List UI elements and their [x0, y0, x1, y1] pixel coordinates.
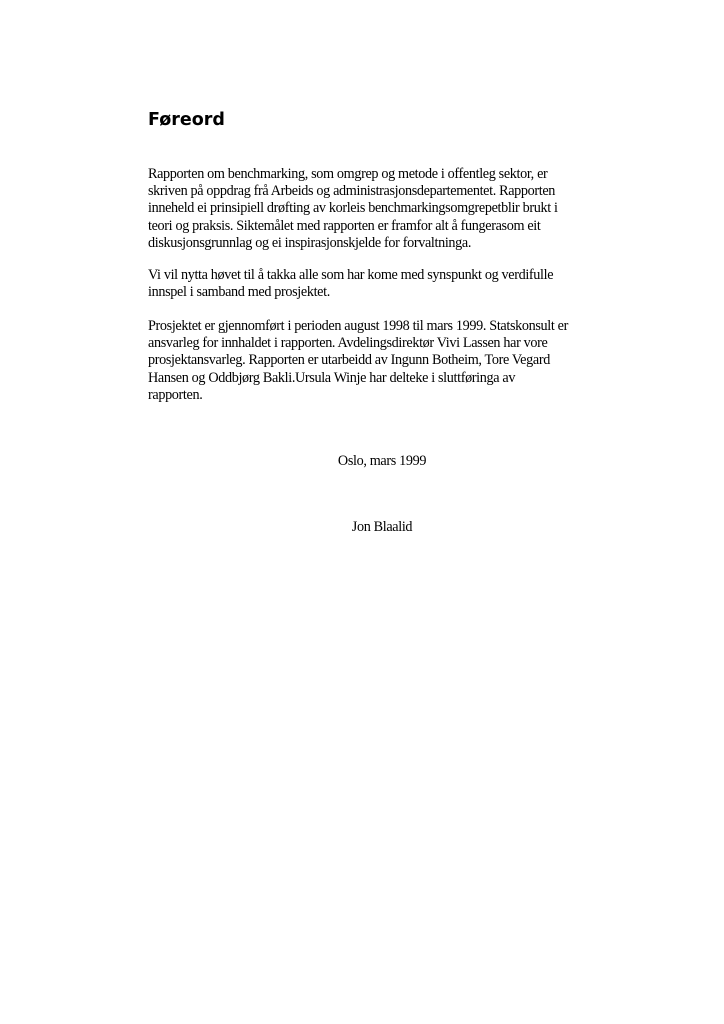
text-line: Rapporten om benchmarking, som omgrep og metode i offentleg sektor, er: [148, 166, 548, 182]
paragraph-project: [148, 318, 568, 404]
paragraph-thanks: [148, 267, 553, 301]
text-line: teori og praksis. Siktemålet med rapporten er framfor alt å fungerasom eit: [148, 217, 541, 234]
paragraph-intro: [148, 166, 558, 252]
text-line: ansvarleg for innhaldet i rapporten. Avdelingsdirektør Vivi Lassen har vore: [148, 335, 548, 352]
text-line: skriven på oppdrag frå Arbeids og administrasjonsdepartementet. Rapporten: [148, 183, 556, 200]
text-line: diskusjonsgrunnlag og ei inspirasjonskjelde for forvaltninga.: [148, 234, 472, 251]
text-line: Prosjektet er gjennomført i perioden august 1998 til mars 1999. Statskonsult er: [148, 318, 568, 334]
text-line: Hansen og Oddbjørg Bakli.Ursula Winje har delteke i sluttføringa av: [148, 369, 516, 386]
text-line: rapporten.: [148, 386, 203, 403]
page-title: Føreord: [148, 110, 225, 130]
text-line: Vi vil nytta høvet til å takka alle som har kome med synspunkt og verdifulle: [148, 267, 554, 283]
signature-name: Jon Blaalid: [351, 519, 413, 535]
text-line: inneheld ei prinsipiell drøfting av korleis benchmarkingsomgrepetblir brukt i: [148, 200, 558, 217]
text-line: innspel i samband med prosjektet.: [148, 284, 330, 301]
place-and-date: Oslo, mars 1999: [337, 453, 427, 469]
text-line: prosjektansvarleg. Rapporten er utarbeidd av Ingunn Botheim, Tore Vegard: [148, 352, 550, 369]
